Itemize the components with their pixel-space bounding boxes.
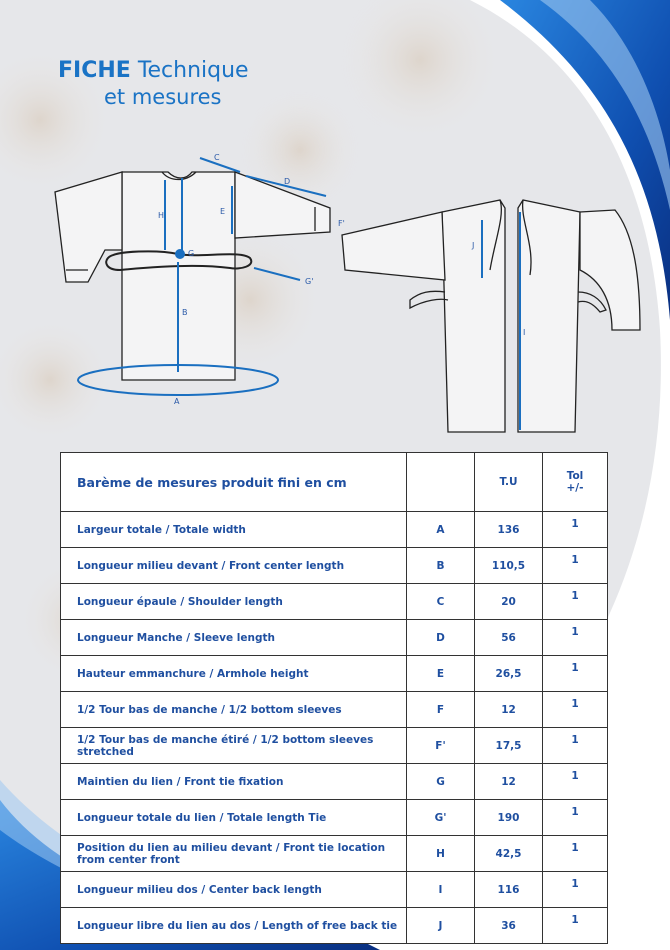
- row-tu: 42,5: [475, 836, 543, 872]
- row-tol: 1: [543, 656, 608, 692]
- row-tol: 1: [543, 872, 608, 908]
- row-tol: 1: [543, 800, 608, 836]
- row-tu: 136: [475, 512, 543, 548]
- row-tu: 116: [475, 872, 543, 908]
- table-row: [61, 548, 608, 584]
- header-tol-line2: +/-: [566, 482, 584, 494]
- technical-drawing: [0, 0, 670, 450]
- diagram-label-j: J: [472, 241, 475, 250]
- row-code: F: [407, 692, 475, 728]
- table-row: [61, 656, 608, 692]
- table-row: [61, 800, 608, 836]
- row-tu: 56: [475, 620, 543, 656]
- row-label: Longueur milieu dos / Center back length: [61, 872, 407, 908]
- row-label: Longueur libre du lien au dos / Length of free back tie: [61, 908, 407, 944]
- row-tu: 12: [475, 692, 543, 728]
- row-tu: 17,5: [475, 728, 543, 764]
- row-tu: 20: [475, 584, 543, 620]
- row-label: 1/2 Tour bas de manche / 1/2 bottom sleeves: [61, 692, 407, 728]
- row-label: Longueur épaule / Shoulder length: [61, 584, 407, 620]
- header-code: [407, 453, 475, 512]
- header-tu: T.U: [475, 453, 543, 512]
- table-row: [61, 764, 608, 800]
- title-bold: FICHE: [58, 58, 131, 83]
- row-tol: 1: [543, 512, 608, 548]
- row-tol: 1: [543, 692, 608, 728]
- diagram-label-c: C: [214, 153, 220, 162]
- row-tu: 36: [475, 908, 543, 944]
- diagram-label-a: A: [174, 397, 180, 406]
- header-tol: [543, 453, 608, 512]
- title-line2: et mesures: [104, 85, 222, 109]
- row-code: J: [407, 908, 475, 944]
- row-code: G: [407, 764, 475, 800]
- table-row: [61, 908, 608, 944]
- row-tol: 1: [543, 548, 608, 584]
- row-code: I: [407, 872, 475, 908]
- table-row: [61, 728, 608, 764]
- table-header-row: [61, 453, 608, 512]
- row-tol: 1: [543, 836, 608, 872]
- row-label: Maintien du lien / Front tie fixation: [61, 764, 407, 800]
- row-label: Hauteur emmanchure / Armhole height: [61, 656, 407, 692]
- row-code: F': [407, 728, 475, 764]
- measurement-table: [60, 452, 608, 944]
- row-tol: 1: [543, 908, 608, 944]
- diagram-label-d: D: [284, 177, 291, 186]
- row-label: Position du lien au milieu devant / Front tie location from center front: [61, 836, 407, 872]
- table-row: [61, 692, 608, 728]
- table-row: [61, 584, 608, 620]
- row-tu: 190: [475, 800, 543, 836]
- row-label: Longueur milieu devant / Front center length: [61, 548, 407, 584]
- front-gown-drawing: [55, 172, 330, 380]
- row-label: Largeur totale / Totale width: [61, 512, 407, 548]
- table-row: [61, 836, 608, 872]
- row-label: 1/2 Tour bas de manche étiré / 1/2 bottom sleeves stretched: [61, 728, 407, 764]
- row-code: H: [407, 836, 475, 872]
- diagram-label-h: H: [158, 211, 165, 220]
- row-code: B: [407, 548, 475, 584]
- row-tol: 1: [543, 728, 608, 764]
- diagram-label-b: B: [182, 308, 188, 317]
- row-code: E: [407, 656, 475, 692]
- diagram-label-i: I: [523, 328, 526, 337]
- row-tu: 12: [475, 764, 543, 800]
- title-rest: Technique: [137, 58, 249, 83]
- row-tu: 26,5: [475, 656, 543, 692]
- row-label: Longueur Manche / Sleeve length: [61, 620, 407, 656]
- row-label: Longueur totale du lien / Totale length Tie: [61, 800, 407, 836]
- back-gown-drawing: [342, 200, 640, 432]
- table-row: [61, 872, 608, 908]
- header-tol-line1: Tol: [566, 470, 584, 482]
- table-row: [61, 512, 608, 548]
- row-tol: 1: [543, 584, 608, 620]
- row-code: D: [407, 620, 475, 656]
- row-tol: 1: [543, 764, 608, 800]
- diagram-label-e: E: [220, 207, 226, 216]
- table-row: [61, 620, 608, 656]
- row-code: A: [407, 512, 475, 548]
- diagram-label-g: G: [188, 249, 195, 258]
- row-tu: 110,5: [475, 548, 543, 584]
- row-code: G': [407, 800, 475, 836]
- diagram-label-f-prime: F': [338, 219, 345, 228]
- diagram-label-g-prime: G': [305, 277, 314, 286]
- table-title: Barème de mesures produit fini en cm: [61, 453, 407, 512]
- row-tol: 1: [543, 620, 608, 656]
- row-code: C: [407, 584, 475, 620]
